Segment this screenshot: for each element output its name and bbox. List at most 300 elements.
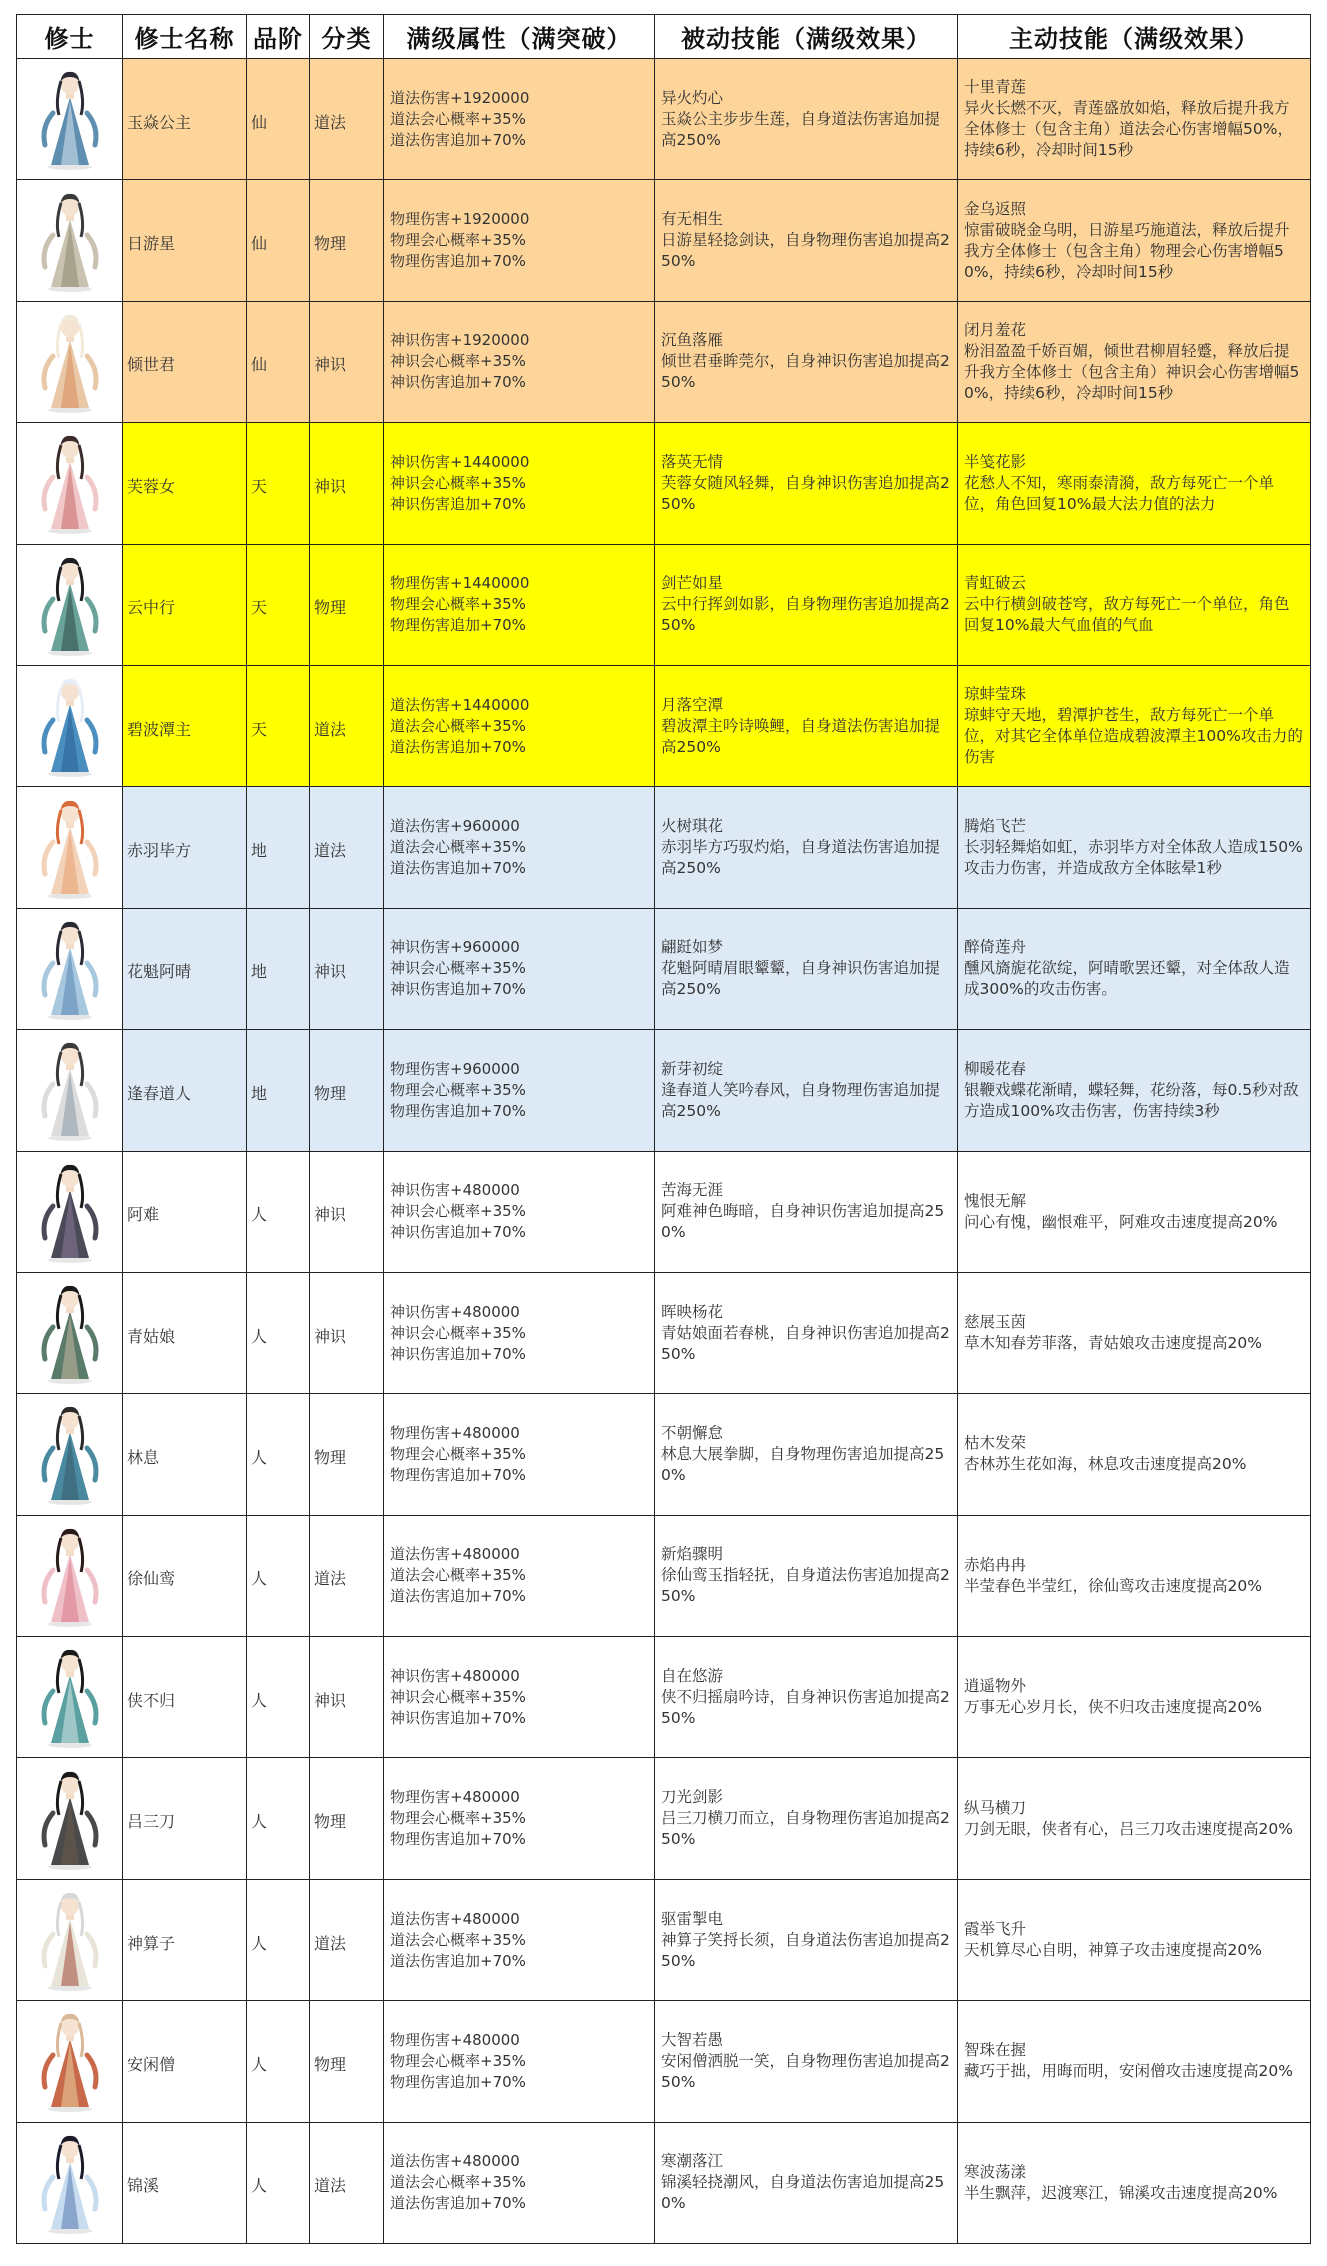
name-cell — [123, 787, 247, 908]
tier-cell — [247, 545, 310, 666]
attributes-cell-line: 神识伤害+480000 — [390, 1181, 520, 1200]
attributes-cell — [384, 1152, 655, 1273]
header-category: 分类 — [310, 15, 384, 59]
portrait-cell — [17, 1030, 123, 1151]
tier-cell — [247, 1880, 310, 2001]
portrait-cell — [17, 1516, 123, 1637]
header-tier: 品阶 — [247, 15, 310, 59]
passive-skill-cell — [655, 1152, 958, 1273]
attributes-cell — [384, 59, 655, 180]
attributes-cell-line: 神识会心概率+35% — [390, 1323, 526, 1342]
category-cell — [310, 2123, 384, 2244]
category-cell — [310, 787, 384, 908]
name-cell-text: 日游星 — [127, 234, 176, 254]
tier-cell — [247, 1758, 310, 1879]
attributes-cell-line: 物理伤害+960000 — [390, 1059, 520, 1078]
attributes-cell — [384, 1394, 655, 1515]
active-skill-cell — [958, 59, 1311, 180]
active-skill-cell-line: 草木知春芳菲落，青姑娘攻击速度提高20% — [964, 1334, 1262, 1353]
active-skill-cell — [958, 1394, 1311, 1515]
passive-skill-cell-line: 神算子笑捋长须，自身道法伤害追加提高250% — [661, 1930, 950, 1970]
category-cell-text: 道法 — [314, 1933, 347, 1953]
portrait-cell — [17, 1880, 123, 2001]
attributes-cell — [384, 2001, 655, 2122]
tier-cell — [247, 59, 310, 180]
category-cell — [310, 1273, 384, 1394]
category-cell — [310, 909, 384, 1030]
table-row — [17, 59, 1311, 180]
category-cell — [310, 1637, 384, 1758]
active-skill-cell-line: 刀剑无眼，侠者有心，吕三刀攻击速度提高20% — [964, 1819, 1293, 1838]
attributes-cell-line: 神识伤害+1440000 — [390, 452, 530, 471]
tier-cell — [247, 180, 310, 301]
attributes-cell — [384, 1273, 655, 1394]
portrait-cell — [17, 1273, 123, 1394]
portrait-cell — [17, 180, 123, 301]
name-cell — [123, 180, 247, 301]
passive-skill-cell — [655, 787, 958, 908]
category-cell-text: 道法 — [314, 1569, 347, 1589]
table-row — [17, 1758, 1311, 1879]
attributes-cell-line: 物理会心概率+35% — [390, 2051, 526, 2070]
portrait-cell — [17, 2001, 123, 2122]
attributes-cell-line: 物理会心概率+35% — [390, 595, 526, 614]
passive-skill-cell — [655, 1880, 958, 2001]
passive-skill-cell-line: 异火灼心 — [661, 88, 724, 107]
active-skill-cell-line: 长羽轻舞焰如虹，赤羽毕方对全体敌人造成150%攻击力伤害，并造成敌方全体眩晕1秒 — [964, 838, 1303, 878]
name-cell — [123, 1394, 247, 1515]
active-skill-cell-line: 琼蚌莹珠 — [964, 685, 1027, 704]
category-cell-text: 道法 — [314, 719, 347, 739]
name-cell — [123, 1880, 247, 2001]
attributes-cell-line: 道法会心概率+35% — [390, 2173, 526, 2192]
name-cell-text: 碧波潭主 — [127, 719, 192, 739]
passive-skill-cell-line: 逢春道人笑吟春风，自身物理伤害追加提高250% — [661, 1080, 941, 1120]
passive-skill-cell-line: 赤羽毕方巧驭灼焰，自身道法伤害追加提高250% — [661, 838, 941, 878]
attributes-cell-line: 物理伤害追加+70% — [390, 1101, 526, 1120]
attributes-cell — [384, 1030, 655, 1151]
tier-cell-text: 地 — [251, 962, 268, 982]
tier-cell — [247, 909, 310, 1030]
tier-cell-text: 天 — [251, 719, 268, 739]
character-portrait-icon — [33, 2131, 107, 2235]
attributes-cell-line: 道法会心概率+35% — [390, 109, 526, 128]
character-portrait-icon — [33, 2009, 107, 2113]
character-portrait-icon — [33, 1767, 107, 1871]
active-skill-cell-line: 霞举飞升 — [964, 1920, 1027, 1939]
attributes-cell-line: 道法伤害+480000 — [390, 1909, 520, 1928]
passive-skill-cell — [655, 2123, 958, 2244]
tier-cell-text: 天 — [251, 476, 268, 496]
name-cell-text: 神算子 — [127, 1933, 176, 1953]
name-cell-text: 玉焱公主 — [127, 112, 192, 132]
name-cell — [123, 1516, 247, 1637]
passive-skill-cell-line: 苦海无涯 — [661, 1181, 724, 1200]
table-row — [17, 1030, 1311, 1151]
tier-cell-text: 地 — [251, 1083, 268, 1103]
active-skill-cell-line: 闭月羞花 — [964, 320, 1027, 339]
category-cell — [310, 59, 384, 180]
active-skill-cell-line: 万事无心岁月长，侠不归攻击速度提高20% — [964, 1698, 1262, 1717]
attributes-cell-line: 物理伤害+1920000 — [390, 210, 530, 229]
character-portrait-icon — [33, 431, 107, 535]
tier-cell-text: 人 — [251, 1447, 268, 1467]
passive-skill-cell — [655, 59, 958, 180]
category-cell — [310, 423, 384, 544]
passive-skill-cell — [655, 1758, 958, 1879]
table-row — [17, 2001, 1311, 2122]
category-cell-text: 神识 — [314, 1326, 347, 1346]
tier-cell-text: 天 — [251, 598, 268, 618]
category-cell — [310, 1394, 384, 1515]
active-skill-cell-line: 青虹破云 — [964, 574, 1027, 593]
portrait-cell — [17, 1637, 123, 1758]
character-portrait-icon — [33, 1524, 107, 1628]
attributes-cell-line: 道法伤害+480000 — [390, 1545, 520, 1564]
category-cell-text: 物理 — [314, 234, 347, 254]
active-skill-cell — [958, 1516, 1311, 1637]
category-cell-text: 神识 — [314, 1690, 347, 1710]
name-cell-text: 徐仙鸾 — [127, 1569, 176, 1589]
attributes-cell-line: 物理伤害追加+70% — [390, 616, 526, 635]
tier-cell-text: 人 — [251, 1205, 268, 1225]
attributes-cell-line: 道法伤害追加+70% — [390, 2194, 526, 2213]
active-skill-cell — [958, 2001, 1311, 2122]
name-cell — [123, 1152, 247, 1273]
attributes-cell-line: 神识伤害追加+70% — [390, 1708, 526, 1727]
active-skill-cell-line: 藏巧于拙，用晦而明，安闲僧攻击速度提高20% — [964, 2062, 1293, 2081]
portrait-cell — [17, 666, 123, 787]
header-portrait: 修士 — [17, 15, 123, 59]
attributes-cell-line: 物理会心概率+35% — [390, 1080, 526, 1099]
active-skill-cell-line: 寒波荡漾 — [964, 2162, 1027, 2181]
active-skill-cell-line: 十里青莲 — [964, 78, 1027, 97]
attributes-cell-line: 道法伤害追加+70% — [390, 130, 526, 149]
table-row — [17, 1637, 1311, 1758]
character-portrait-icon — [33, 1888, 107, 1992]
category-cell — [310, 1152, 384, 1273]
passive-skill-cell-line: 碧波潭主吟诗唤鲤，自身道法伤害追加提高250% — [661, 716, 941, 756]
attributes-cell — [384, 1758, 655, 1879]
tier-cell-text: 仙 — [251, 112, 268, 132]
portrait-cell — [17, 423, 123, 544]
character-portrait-icon — [33, 189, 107, 293]
character-portrait-icon — [33, 1281, 107, 1385]
active-skill-cell-line: 金乌返照 — [964, 199, 1027, 218]
passive-skill-cell-line: 驱雷掣电 — [661, 1909, 724, 1928]
attributes-cell-line: 神识会心概率+35% — [390, 1202, 526, 1221]
attributes-cell — [384, 666, 655, 787]
passive-skill-cell-line: 刀光剑影 — [661, 1788, 724, 1807]
passive-skill-cell-line: 侠不归摇扇吟诗，自身神识伤害追加提高250% — [661, 1687, 950, 1727]
passive-skill-cell-line: 火树琪花 — [661, 817, 724, 836]
passive-skill-cell — [655, 1030, 958, 1151]
header-passive: 被动技能（满级效果） — [655, 15, 958, 59]
passive-skill-cell — [655, 545, 958, 666]
category-cell — [310, 1030, 384, 1151]
passive-skill-cell — [655, 180, 958, 301]
name-cell-text: 逢春道人 — [127, 1083, 192, 1103]
attributes-cell-line: 道法伤害追加+70% — [390, 737, 526, 756]
portrait-cell — [17, 545, 123, 666]
category-cell-text: 神识 — [314, 476, 347, 496]
active-skill-cell — [958, 787, 1311, 908]
portrait-cell — [17, 1152, 123, 1273]
attributes-cell-line: 物理伤害追加+70% — [390, 1830, 526, 1849]
tier-cell-text: 仙 — [251, 234, 268, 254]
cultivator-table — [16, 14, 1311, 2244]
passive-skill-cell-line: 寒潮落江 — [661, 2152, 724, 2171]
passive-skill-cell — [655, 423, 958, 544]
active-skill-cell — [958, 666, 1311, 787]
portrait-cell — [17, 1394, 123, 1515]
name-cell — [123, 666, 247, 787]
table-row — [17, 1516, 1311, 1637]
attributes-cell-line: 神识会心概率+35% — [390, 1687, 526, 1706]
active-skill-cell — [958, 1152, 1311, 1273]
active-skill-cell — [958, 2123, 1311, 2244]
active-skill-cell-line: 异火长燃不灭，青莲盛放如焰，释放后提升我方全体修士（包含主角）道法会心伤害增幅50%，持续6秒，冷却时间15秒 — [964, 99, 1293, 160]
category-cell — [310, 2001, 384, 2122]
active-skill-cell-line: 琼蚌守天地，碧潭护苍生，敌方每死亡一个单位，对其它全体单位造成碧波潭主100%攻击力的伤害 — [964, 706, 1303, 767]
tier-cell-text: 仙 — [251, 355, 268, 375]
character-portrait-icon — [33, 917, 107, 1021]
active-skill-cell — [958, 1030, 1311, 1151]
name-cell-text: 侠不归 — [127, 1690, 176, 1710]
active-skill-cell-line: 腾焰飞芒 — [964, 817, 1027, 836]
character-portrait-icon — [33, 67, 107, 171]
table-row — [17, 423, 1311, 544]
attributes-cell-line: 物理伤害+480000 — [390, 1423, 520, 1442]
tier-cell — [247, 1394, 310, 1515]
active-skill-cell-line: 愧恨无解 — [964, 1191, 1027, 1210]
active-skill-cell-line: 粉泪盈盈千娇百媚，倾世君柳眉轻蹙，释放后提升我方全体修士（包含主角）神识会心伤害增幅50%，持续6秒，冷却时间15秒 — [964, 341, 1300, 402]
passive-skill-cell — [655, 1516, 958, 1637]
passive-skill-cell — [655, 1273, 958, 1394]
attributes-cell-line: 神识会心概率+35% — [390, 352, 526, 371]
category-cell-text: 道法 — [314, 841, 347, 861]
name-cell — [123, 302, 247, 423]
attributes-cell — [384, 1516, 655, 1637]
tier-cell-text: 人 — [251, 2176, 268, 2196]
name-cell — [123, 1030, 247, 1151]
tier-cell-text: 地 — [251, 841, 268, 861]
name-cell-text: 安闲僧 — [127, 2054, 176, 2074]
attributes-cell-line: 神识伤害+480000 — [390, 1302, 520, 1321]
table-body — [17, 59, 1311, 2244]
attributes-cell-line: 物理伤害+480000 — [390, 1788, 520, 1807]
name-cell-text: 青姑娘 — [127, 1326, 176, 1346]
passive-skill-cell — [655, 909, 958, 1030]
passive-skill-cell-line: 花魁阿晴眉眼颦颦，自身神识伤害追加提高250% — [661, 959, 941, 999]
passive-skill-cell — [655, 2001, 958, 2122]
category-cell-text: 道法 — [314, 2176, 347, 2196]
name-cell — [123, 1758, 247, 1879]
tier-cell-text: 人 — [251, 2054, 268, 2074]
name-cell — [123, 2123, 247, 2244]
tier-cell — [247, 787, 310, 908]
table-row — [17, 787, 1311, 908]
category-cell-text: 物理 — [314, 1083, 347, 1103]
attributes-cell-line: 神识会心概率+35% — [390, 959, 526, 978]
attributes-cell — [384, 545, 655, 666]
character-portrait-icon — [33, 796, 107, 900]
attributes-cell — [384, 1637, 655, 1758]
attributes-cell — [384, 2123, 655, 2244]
attributes-cell-line: 神识会心概率+35% — [390, 473, 526, 492]
character-portrait-icon — [33, 674, 107, 778]
active-skill-cell — [958, 302, 1311, 423]
attributes-cell — [384, 180, 655, 301]
attributes-cell-line: 神识伤害追加+70% — [390, 1223, 526, 1242]
passive-skill-cell-line: 日游星轻捻剑诀，自身物理伤害追加提高250% — [661, 231, 950, 271]
table-row — [17, 302, 1311, 423]
passive-skill-cell-line: 晖映杨花 — [661, 1302, 724, 1321]
active-skill-cell-line: 智珠在握 — [964, 2041, 1027, 2060]
active-skill-cell-line: 半莹春色半莹红，徐仙鸾攻击速度提高20% — [964, 1576, 1262, 1595]
name-cell-text: 芙蓉女 — [127, 476, 176, 496]
active-skill-cell-line: 柳暖花春 — [964, 1059, 1027, 1078]
attributes-cell — [384, 423, 655, 544]
active-skill-cell-line: 花愁人不知，寒雨泰清漪，敌方每死亡一个单位，角色回复10%最大法力值的法力 — [964, 473, 1275, 513]
active-skill-cell — [958, 1637, 1311, 1758]
tier-cell — [247, 423, 310, 544]
category-cell-text: 神识 — [314, 355, 347, 375]
name-cell-text: 花魁阿晴 — [127, 962, 192, 982]
attributes-cell-line: 道法伤害追加+70% — [390, 1587, 526, 1606]
active-skill-cell-line: 杏林苏生花如海，林息攻击速度提高20% — [964, 1455, 1247, 1474]
tier-cell — [247, 666, 310, 787]
passive-skill-cell-line: 有无相生 — [661, 210, 724, 229]
active-skill-cell — [958, 909, 1311, 1030]
active-skill-cell — [958, 1273, 1311, 1394]
name-cell — [123, 2001, 247, 2122]
passive-skill-cell-line: 青姑娘面若春桃，自身神识伤害追加提高250% — [661, 1323, 950, 1363]
attributes-cell — [384, 787, 655, 908]
attributes-cell-line: 物理伤害追加+70% — [390, 1465, 526, 1484]
attributes-cell-line: 神识伤害追加+70% — [390, 1344, 526, 1363]
passive-skill-cell-line: 玉焱公主步步生莲，自身道法伤害追加提高250% — [661, 109, 941, 149]
passive-skill-cell-line: 锦溪轻挠潮风，自身道法伤害追加提高250% — [661, 2173, 945, 2213]
attributes-cell — [384, 909, 655, 1030]
name-cell — [123, 545, 247, 666]
category-cell-text: 物理 — [314, 1447, 347, 1467]
passive-skill-cell-line: 月落空潭 — [661, 695, 724, 714]
portrait-cell — [17, 302, 123, 423]
passive-skill-cell — [655, 666, 958, 787]
attributes-cell-line: 物理会心概率+35% — [390, 231, 526, 250]
name-cell-text: 林息 — [127, 1447, 160, 1467]
active-skill-cell-line: 云中行横剑破苍穹，敌方每死亡一个单位，角色回复10%最大气血值的气血 — [964, 595, 1290, 635]
passive-skill-cell-line: 林息大展拳脚，自身物理伤害追加提高250% — [661, 1444, 945, 1484]
passive-skill-cell-line: 云中行挥剑如影，自身物理伤害追加提高250% — [661, 595, 950, 635]
passive-skill-cell-line: 新焰骤明 — [661, 1545, 724, 1564]
active-skill-cell-line: 醉倚莲舟 — [964, 938, 1027, 957]
active-skill-cell-line: 半笺花影 — [964, 452, 1027, 471]
tier-cell-text: 人 — [251, 1690, 268, 1710]
table-row — [17, 2123, 1311, 2244]
tier-cell — [247, 1030, 310, 1151]
category-cell-text: 物理 — [314, 2054, 347, 2074]
active-skill-cell-line: 纵马横刀 — [964, 1798, 1027, 1817]
attributes-cell-line: 物理伤害+1440000 — [390, 574, 530, 593]
category-cell — [310, 545, 384, 666]
attributes-cell-line: 物理伤害追加+70% — [390, 252, 526, 271]
active-skill-cell-line: 天机算尽心自明，神算子攻击速度提高20% — [964, 1941, 1262, 1960]
tier-cell-text: 人 — [251, 1326, 268, 1346]
header-name: 修士名称 — [123, 15, 247, 59]
category-cell-text: 道法 — [314, 112, 347, 132]
passive-skill-cell-line: 新芽初绽 — [661, 1059, 724, 1078]
passive-skill-cell-line: 翩跹如梦 — [661, 938, 724, 957]
tier-cell — [247, 2123, 310, 2244]
table-row — [17, 545, 1311, 666]
passive-skill-cell-line: 不朝懈怠 — [661, 1423, 724, 1442]
active-skill-cell — [958, 180, 1311, 301]
attributes-cell-line: 道法会心概率+35% — [390, 838, 526, 857]
tier-cell — [247, 1152, 310, 1273]
character-portrait-icon — [33, 310, 107, 414]
active-skill-cell-line: 赤焰冉冉 — [964, 1555, 1027, 1574]
table-row — [17, 180, 1311, 301]
passive-skill-cell-line: 徐仙鸾玉指轻抚，自身道法伤害追加提高250% — [661, 1566, 950, 1606]
table-row — [17, 1273, 1311, 1394]
attributes-cell-line: 物理会心概率+35% — [390, 1809, 526, 1828]
name-cell-text: 锦溪 — [127, 2176, 160, 2196]
attributes-cell-line: 道法会心概率+35% — [390, 1930, 526, 1949]
active-skill-cell — [958, 545, 1311, 666]
name-cell-text: 赤羽毕方 — [127, 841, 192, 861]
active-skill-cell-line: 银鞭戏蝶花渐晴，蝶轻舞，花纷落，每0.5秒对敌方造成100%攻击伤害，伤害持续3秒 — [964, 1080, 1299, 1120]
active-skill-cell — [958, 1880, 1311, 2001]
category-cell-text: 物理 — [314, 1812, 347, 1832]
attributes-cell-line: 神识伤害+960000 — [390, 938, 520, 957]
attributes-cell-line: 道法伤害+1920000 — [390, 88, 530, 107]
tier-cell — [247, 1273, 310, 1394]
passive-skill-cell — [655, 1637, 958, 1758]
portrait-cell — [17, 909, 123, 1030]
tier-cell — [247, 302, 310, 423]
active-skill-cell-line: 问心有愧，幽恨难平，阿难攻击速度提高20% — [964, 1212, 1278, 1231]
table-row — [17, 909, 1311, 1030]
category-cell — [310, 1758, 384, 1879]
category-cell-text: 物理 — [314, 598, 347, 618]
category-cell — [310, 1880, 384, 2001]
attributes-cell-line: 神识伤害追加+70% — [390, 494, 526, 513]
attributes-cell-line: 神识伤害追加+70% — [390, 373, 526, 392]
name-cell — [123, 1637, 247, 1758]
tier-cell-text: 人 — [251, 1812, 268, 1832]
passive-skill-cell — [655, 1394, 958, 1515]
passive-skill-cell-line: 剑芒如星 — [661, 574, 724, 593]
passive-skill-cell-line: 沉鱼落雁 — [661, 331, 724, 350]
attributes-cell — [384, 302, 655, 423]
category-cell — [310, 1516, 384, 1637]
attributes-cell-line: 道法伤害+960000 — [390, 817, 520, 836]
passive-skill-cell-line: 落英无情 — [661, 452, 724, 471]
attributes-cell-line: 物理伤害追加+70% — [390, 2072, 526, 2091]
header-attributes: 满级属性（满突破） — [384, 15, 655, 59]
passive-skill-cell-line: 吕三刀横刀而立，自身物理伤害追加提高250% — [661, 1809, 950, 1849]
attributes-cell-line: 道法伤害追加+70% — [390, 1951, 526, 1970]
passive-skill-cell-line: 芙蓉女随风轻舞，自身神识伤害追加提高250% — [661, 473, 950, 513]
attributes-cell-line: 道法会心概率+35% — [390, 1566, 526, 1585]
passive-skill-cell-line: 自在悠游 — [661, 1666, 724, 1685]
category-cell-text: 神识 — [314, 1205, 347, 1225]
active-skill-cell-line: 醺风旖旎花欲绽，阿晴歌罢还颦，对全体敌人造成300%的攻击伤害。 — [964, 959, 1290, 999]
attributes-cell-line: 神识伤害追加+70% — [390, 980, 526, 999]
passive-skill-cell-line: 阿难神色晦暗，自身神识伤害追加提高250% — [661, 1202, 945, 1242]
